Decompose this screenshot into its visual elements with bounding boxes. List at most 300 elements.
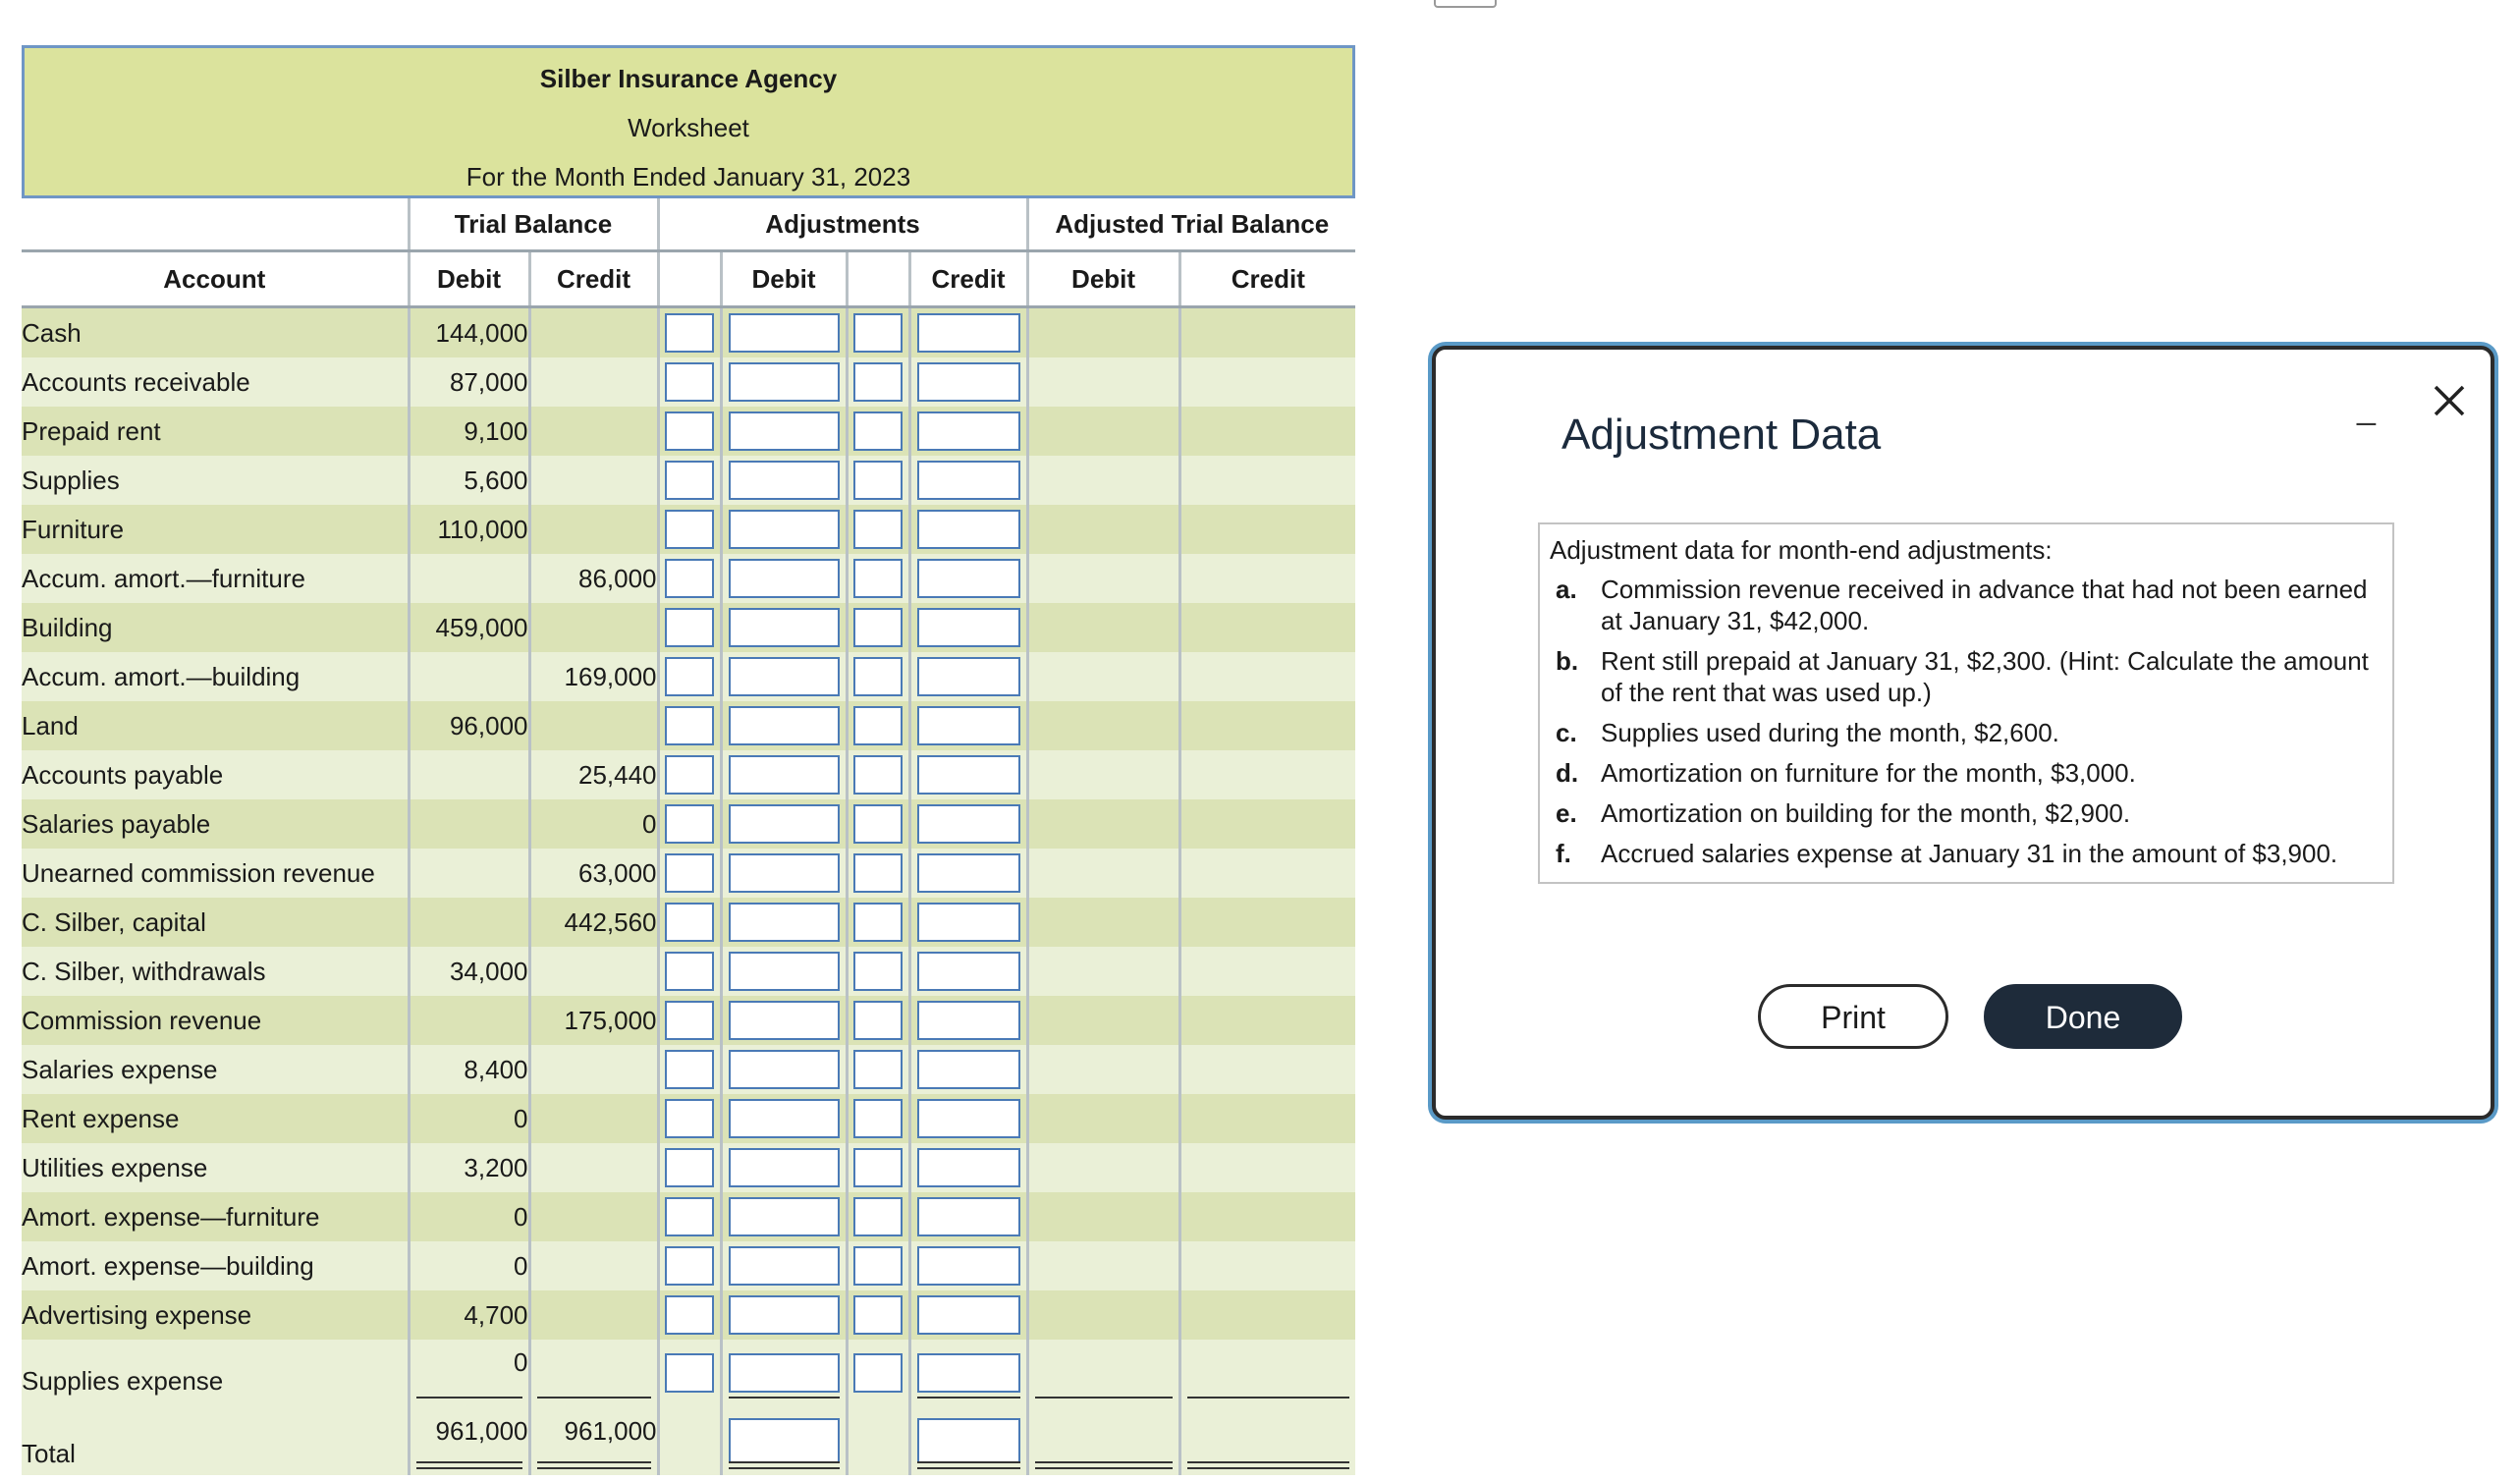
adj-debit-input[interactable] — [729, 1353, 840, 1393]
adj-credit-ref-input[interactable] — [853, 952, 903, 991]
account-name: Commission revenue — [22, 996, 409, 1045]
adj-credit-ref-input[interactable] — [853, 657, 903, 696]
account-name: Unearned commission revenue — [22, 849, 409, 898]
adj-debit-input[interactable] — [729, 706, 840, 745]
tb-credit-value — [529, 947, 658, 996]
account-column-header: Account — [22, 251, 409, 307]
adj-debit-ref-input[interactable] — [665, 1148, 714, 1187]
adj-credit-input[interactable] — [917, 1353, 1020, 1393]
adj-debit-input[interactable] — [729, 1001, 840, 1040]
adj-debit-input[interactable] — [729, 1099, 840, 1138]
adj-credit-ref-input[interactable] — [853, 903, 903, 942]
adj-debit-input[interactable] — [729, 1246, 840, 1286]
adj-debit-ref-input-cell — [658, 750, 721, 799]
tb-credit-value — [529, 1192, 658, 1241]
tb-debit-value — [409, 554, 529, 603]
adj-credit-ref-input[interactable] — [853, 1001, 903, 1040]
adj-debit-input[interactable] — [729, 510, 840, 549]
adj-credit-input[interactable] — [917, 1099, 1020, 1138]
adj-credit-ref-input[interactable] — [853, 559, 903, 598]
table-row — [22, 1045, 1355, 1094]
adj-credit-input[interactable] — [917, 1246, 1020, 1286]
adj-debit-ref-input[interactable] — [665, 804, 714, 844]
trial-balance-header: Trial Balance — [409, 198, 658, 251]
adjustment-letter: c. — [1556, 718, 1577, 747]
adj-credit-input[interactable] — [917, 510, 1020, 549]
adj-credit-input[interactable] — [917, 1197, 1020, 1236]
atb-debit-value — [1027, 849, 1179, 898]
adj-credit-ref-input-cell — [847, 505, 909, 554]
account-name: Furniture — [22, 505, 409, 554]
account-name: Building — [22, 603, 409, 652]
atb-debit-value — [1027, 1192, 1179, 1241]
adj-debit-input-cell — [721, 849, 847, 898]
adj-credit-ref-input[interactable] — [853, 1099, 903, 1138]
atb-credit-value — [1179, 750, 1355, 799]
adj-credit-ref-input[interactable] — [853, 411, 903, 451]
atb-debit-value — [1027, 1340, 1179, 1406]
adj-debit-input-cell — [721, 1241, 847, 1290]
adjustment-text: Amortization on building for the month, $2,900. — [1601, 798, 2131, 828]
adj-credit-input[interactable] — [917, 1295, 1020, 1335]
adj-credit-ref-input-cell — [847, 1192, 909, 1241]
tb-debit-value — [409, 652, 529, 701]
tb-credit-total: 961,000 — [529, 1406, 658, 1475]
table-row — [22, 1241, 1355, 1290]
adj-debit-total-input-cell — [721, 1406, 847, 1475]
adj-credit-ref-input[interactable] — [853, 1246, 903, 1286]
atb-credit-value — [1179, 1094, 1355, 1143]
tb-debit-value: 87,000 — [409, 357, 529, 407]
close-icon — [2428, 379, 2471, 422]
top-control-tab[interactable] — [1434, 0, 1497, 8]
adj-debit-input-cell — [721, 407, 847, 456]
account-name: Prepaid rent — [22, 407, 409, 456]
adj-debit-input[interactable] — [729, 755, 840, 795]
adjustment-text: Commission revenue received in advance that had not been earned at January 31, $42,000. — [1601, 575, 2368, 635]
adj-credit-ref-input-cell — [847, 947, 909, 996]
atb-credit-value — [1179, 1192, 1355, 1241]
adj-debit-ref-input[interactable] — [665, 313, 714, 353]
adj-debit-input-cell — [721, 799, 847, 849]
table-row — [22, 1340, 1355, 1406]
adj-credit-input-cell — [909, 357, 1027, 407]
table-row — [22, 307, 1355, 358]
adj-credit-ref-input[interactable] — [853, 755, 903, 795]
atb-credit-value — [1179, 701, 1355, 750]
tb-debit-value: 0 — [409, 1094, 529, 1143]
adj-debit-input-cell — [721, 1290, 847, 1340]
tb-debit-value — [409, 849, 529, 898]
adj-debit-ref-input[interactable] — [665, 657, 714, 696]
account-name: Supplies — [22, 456, 409, 505]
adj-debit-input-cell — [721, 701, 847, 750]
worksheet-title: Worksheet — [628, 113, 749, 142]
adj-debit-ref-input[interactable] — [665, 1050, 714, 1089]
atb-credit-value — [1179, 456, 1355, 505]
adj-debit-input-cell — [721, 1340, 847, 1406]
atb-credit-value — [1179, 505, 1355, 554]
tb-debit-value: 0 — [409, 1192, 529, 1241]
company-name: Silber Insurance Agency — [539, 64, 838, 93]
adj-debit-input-cell — [721, 1045, 847, 1094]
tb-credit-value: 25,440 — [529, 750, 658, 799]
atb-debit-value — [1027, 407, 1179, 456]
adj-credit-input-cell — [909, 1045, 1027, 1094]
table-row — [22, 701, 1355, 750]
adj-credit-total-input[interactable] — [917, 1418, 1020, 1463]
adj-debit-ref-input-cell — [658, 1241, 721, 1290]
adj-debit-ref-input[interactable] — [665, 1001, 714, 1040]
adj-credit-total-input-cell — [909, 1406, 1027, 1475]
adj-credit-input-cell — [909, 407, 1027, 456]
atb-debit-value — [1027, 603, 1179, 652]
adj-debit-input[interactable] — [729, 1295, 840, 1335]
atb-credit-value — [1179, 898, 1355, 947]
adj-debit-input-cell — [721, 603, 847, 652]
adj-credit-input[interactable] — [917, 755, 1020, 795]
tb-debit-value: 5,600 — [409, 456, 529, 505]
adj-credit-input[interactable] — [917, 411, 1020, 451]
adj-credit-ref-input-cell — [847, 603, 909, 652]
print-button[interactable]: Print — [1758, 984, 1948, 1049]
adj-debit-input[interactable] — [729, 608, 840, 647]
atb-credit-value — [1179, 603, 1355, 652]
adj-credit-ref-input[interactable] — [853, 804, 903, 844]
adj-debit-ref-input[interactable] — [665, 1246, 714, 1286]
atb-debit-value — [1027, 996, 1179, 1045]
tb-credit-value: 63,000 — [529, 849, 658, 898]
atb-credit-value — [1179, 407, 1355, 456]
adj-debit-ref-input[interactable] — [665, 1353, 714, 1393]
adj-credit-ref-input-cell — [847, 1045, 909, 1094]
adj-debit-ref-input-cell — [658, 505, 721, 554]
adj-debit-input[interactable] — [729, 461, 840, 500]
adj-credit-input-cell — [909, 799, 1027, 849]
table-row — [22, 799, 1355, 849]
table-row — [22, 849, 1355, 898]
adj-debit-ref-input-cell — [658, 1192, 721, 1241]
tb-debit-value — [409, 750, 529, 799]
adj-debit-ref-input[interactable] — [665, 755, 714, 795]
account-name: Salaries payable — [22, 799, 409, 849]
adj-credit-ref-input[interactable] — [853, 461, 903, 500]
adj-debit-input[interactable] — [729, 657, 840, 696]
adj-debit-input[interactable] — [729, 313, 840, 353]
adjustment-text: Amortization on furniture for the month, $3,000. — [1601, 758, 2136, 788]
adj-credit-input-cell — [909, 898, 1027, 947]
adjustment-intro: Adjustment data for month-end adjustments: — [1550, 535, 2053, 565]
table-row — [22, 554, 1355, 603]
table-row — [22, 603, 1355, 652]
adj-credit-input[interactable] — [917, 1050, 1020, 1089]
adj-debit-input-cell — [721, 1094, 847, 1143]
tb-debit-value: 0 — [409, 1241, 529, 1290]
adjustment-item — [1550, 757, 2383, 789]
adjusted-trial-balance-header: Adjusted Trial Balance — [1027, 198, 1355, 251]
adj-credit-ref-input-cell — [847, 898, 909, 947]
adj-credit-input-cell — [909, 849, 1027, 898]
adjustment-item — [1550, 645, 2383, 708]
table-row — [22, 996, 1355, 1045]
adj-credit-input[interactable] — [917, 362, 1020, 402]
total-label: Total — [22, 1406, 409, 1475]
atb-debit-value — [1027, 307, 1179, 358]
tb-credit-value — [529, 505, 658, 554]
atb-debit-value — [1027, 554, 1179, 603]
adj-debit-input-cell — [721, 307, 847, 358]
adj-debit-ref-input-cell — [658, 898, 721, 947]
adj-debit-ref-input[interactable] — [665, 362, 714, 402]
tb-debit-value — [409, 898, 529, 947]
adj-debit-input[interactable] — [729, 804, 840, 844]
table-row — [22, 505, 1355, 554]
adjustment-item — [1550, 717, 2383, 748]
adj-debit-input-cell — [721, 750, 847, 799]
account-name: C. Silber, withdrawals — [22, 947, 409, 996]
adj-credit-ref-input-cell — [847, 799, 909, 849]
tb-credit-value — [529, 1045, 658, 1094]
adj-credit-ref-input[interactable] — [853, 1295, 903, 1335]
adj-credit-input[interactable] — [917, 952, 1020, 991]
tb-debit-value: 459,000 — [409, 603, 529, 652]
adj-credit-input-cell — [909, 1241, 1027, 1290]
atb-debit-value — [1027, 1045, 1179, 1094]
atb-credit-value — [1179, 1290, 1355, 1340]
atb-debit-value — [1027, 701, 1179, 750]
worksheet-header — [22, 45, 1355, 198]
worksheet-period: For the Month Ended January 31, 2023 — [466, 162, 911, 192]
account-name: Salaries expense — [22, 1045, 409, 1094]
atb-credit-value — [1179, 1045, 1355, 1094]
atb-debit-value — [1027, 947, 1179, 996]
adj-debit-input-cell — [721, 1143, 847, 1192]
tb-debit-header: Debit — [409, 251, 529, 307]
adj-credit-input-cell — [909, 554, 1027, 603]
account-name: Land — [22, 701, 409, 750]
adj-debit-input-cell — [721, 1192, 847, 1241]
table-row — [22, 1094, 1355, 1143]
table-row — [22, 898, 1355, 947]
adj-credit-input-cell — [909, 1192, 1027, 1241]
adj-debit-ref-input[interactable] — [665, 1197, 714, 1236]
adj-credit-input[interactable] — [917, 608, 1020, 647]
adj-debit-input[interactable] — [729, 411, 840, 451]
adj-debit-ref-input[interactable] — [665, 608, 714, 647]
atb-credit-header: Credit — [1179, 251, 1355, 307]
atb-debit-value — [1027, 1290, 1179, 1340]
atb-credit-value — [1179, 1241, 1355, 1290]
adj-credit-ref-input-cell — [847, 456, 909, 505]
adj-credit-input-cell — [909, 1340, 1027, 1406]
adj-credit-input-cell — [909, 307, 1027, 358]
adj-debit-ref-input[interactable] — [665, 952, 714, 991]
adjustment-item — [1550, 574, 2383, 636]
adj-credit-ref-input-cell — [847, 1340, 909, 1406]
adj-credit-ref-input-cell — [847, 849, 909, 898]
atb-credit-value — [1179, 554, 1355, 603]
adj-credit-input[interactable] — [917, 853, 1020, 893]
close-button[interactable] — [2428, 379, 2471, 422]
adj-credit-input[interactable] — [917, 903, 1020, 942]
adj-debit-ref-input[interactable] — [665, 411, 714, 451]
table-row — [22, 947, 1355, 996]
adj-credit-input-cell — [909, 701, 1027, 750]
adj-credit-ref-input[interactable] — [853, 313, 903, 353]
adj-credit-input-cell — [909, 1094, 1027, 1143]
account-name: Advertising expense — [22, 1290, 409, 1340]
adj-debit-ref-input[interactable] — [665, 706, 714, 745]
adj-credit-ref-input[interactable] — [853, 1197, 903, 1236]
tb-credit-value — [529, 1290, 658, 1340]
worksheet — [22, 45, 1355, 1475]
adj-debit-ref-input-cell — [658, 1045, 721, 1094]
adj-credit-input-cell — [909, 652, 1027, 701]
adj-debit-header: Debit — [721, 251, 847, 307]
adj-debit-input-cell — [721, 456, 847, 505]
account-name: Accounts receivable — [22, 357, 409, 407]
adj-credit-input-cell — [909, 947, 1027, 996]
tb-debit-value: 0 — [409, 1340, 529, 1406]
adj-debit-input[interactable] — [729, 952, 840, 991]
adj-credit-ref-input-cell — [847, 407, 909, 456]
atb-credit-value — [1179, 652, 1355, 701]
adj-credit-input-cell — [909, 603, 1027, 652]
adj-credit-input[interactable] — [917, 1148, 1020, 1187]
adj-debit-input-cell — [721, 652, 847, 701]
tb-credit-value — [529, 1094, 658, 1143]
adj-credit-input[interactable] — [917, 461, 1020, 500]
adj-debit-ref-input[interactable] — [665, 903, 714, 942]
adjustment-data-dialog — [1432, 346, 2494, 1120]
tb-debit-total: 961,000 — [409, 1406, 529, 1475]
atb-credit-value — [1179, 849, 1355, 898]
adjustment-letter: e. — [1556, 798, 1577, 828]
adj-debit-ref-input-cell — [658, 799, 721, 849]
adj-credit-ref-input-cell — [847, 554, 909, 603]
adj-debit-ref-input[interactable] — [665, 853, 714, 893]
adj-debit-ref-header — [658, 251, 721, 307]
tb-credit-value: 442,560 — [529, 898, 658, 947]
adj-credit-ref-input[interactable] — [853, 362, 903, 402]
adj-credit-ref-input[interactable] — [853, 608, 903, 647]
atb-debit-total — [1027, 1406, 1179, 1475]
adj-debit-ref-input-cell — [658, 1094, 721, 1143]
adj-credit-ref-total — [847, 1406, 909, 1475]
atb-credit-value — [1179, 996, 1355, 1045]
adj-debit-ref-input-cell — [658, 554, 721, 603]
adj-debit-input[interactable] — [729, 1050, 840, 1089]
account-name: C. Silber, capital — [22, 898, 409, 947]
table-row — [22, 1192, 1355, 1241]
adj-debit-ref-input[interactable] — [665, 1295, 714, 1335]
adj-debit-input[interactable] — [729, 362, 840, 402]
tb-debit-value: 144,000 — [409, 307, 529, 358]
tb-credit-value — [529, 357, 658, 407]
total-row — [22, 1406, 1355, 1475]
account-name: Supplies expense — [22, 1340, 409, 1406]
adjustment-letter: f. — [1556, 839, 1571, 868]
adj-credit-ref-input[interactable] — [853, 1050, 903, 1089]
adj-debit-ref-input[interactable] — [665, 559, 714, 598]
adj-debit-ref-input[interactable] — [665, 461, 714, 500]
adj-credit-input[interactable] — [917, 559, 1020, 598]
atb-debit-header: Debit — [1027, 251, 1179, 307]
adj-credit-ref-input[interactable] — [853, 1148, 903, 1187]
tb-debit-value: 4,700 — [409, 1290, 529, 1340]
adj-credit-ref-input-cell — [847, 652, 909, 701]
adj-credit-input[interactable] — [917, 313, 1020, 353]
tb-credit-value — [529, 1340, 658, 1406]
adj-credit-input[interactable] — [917, 706, 1020, 745]
adj-credit-ref-input-cell — [847, 1094, 909, 1143]
minimize-button[interactable]: _ — [2357, 389, 2376, 426]
adj-debit-input[interactable] — [729, 853, 840, 893]
adj-credit-ref-input-cell — [847, 1290, 909, 1340]
adj-debit-ref-input-cell — [658, 849, 721, 898]
tb-debit-value: 110,000 — [409, 505, 529, 554]
adjustments-header: Adjustments — [658, 198, 1027, 251]
adjustment-letter: d. — [1556, 758, 1579, 788]
adj-credit-ref-input-cell — [847, 1143, 909, 1192]
adjustment-item — [1550, 838, 2383, 869]
tb-debit-value — [409, 996, 529, 1045]
table-row — [22, 1143, 1355, 1192]
adj-credit-ref-input[interactable] — [853, 853, 903, 893]
adj-debit-ref-input-cell — [658, 701, 721, 750]
adj-debit-input-cell — [721, 947, 847, 996]
adj-credit-input[interactable] — [917, 1001, 1020, 1040]
adj-debit-input-cell — [721, 898, 847, 947]
adj-credit-ref-input[interactable] — [853, 510, 903, 549]
table-row — [22, 1290, 1355, 1340]
adj-debit-input[interactable] — [729, 1148, 840, 1187]
atb-debit-value — [1027, 357, 1179, 407]
adj-debit-ref-input[interactable] — [665, 1099, 714, 1138]
adj-debit-ref-input[interactable] — [665, 510, 714, 549]
adj-credit-ref-input-cell — [847, 750, 909, 799]
account-name: Cash — [22, 307, 409, 358]
atb-debit-value — [1027, 652, 1179, 701]
adj-debit-ref-input-cell — [658, 652, 721, 701]
atb-credit-total — [1179, 1406, 1355, 1475]
adj-credit-input[interactable] — [917, 804, 1020, 844]
account-group-blank — [22, 198, 409, 251]
tb-credit-value — [529, 407, 658, 456]
adj-credit-input-cell — [909, 1290, 1027, 1340]
atb-credit-value — [1179, 357, 1355, 407]
adj-debit-input[interactable] — [729, 559, 840, 598]
atb-credit-value — [1179, 307, 1355, 358]
adj-debit-total-input[interactable] — [729, 1418, 840, 1463]
adj-debit-input[interactable] — [729, 1197, 840, 1236]
tb-debit-value: 34,000 — [409, 947, 529, 996]
account-name: Accum. amort.—building — [22, 652, 409, 701]
atb-debit-value — [1027, 456, 1179, 505]
adj-credit-input[interactable] — [917, 657, 1020, 696]
adj-credit-ref-header — [847, 251, 909, 307]
account-name: Amort. expense—building — [22, 1241, 409, 1290]
atb-debit-value — [1027, 1094, 1179, 1143]
adj-credit-ref-input-cell — [847, 1241, 909, 1290]
done-button[interactable]: Done — [1984, 984, 2182, 1049]
adj-debit-input[interactable] — [729, 903, 840, 942]
adj-credit-ref-input-cell — [847, 701, 909, 750]
adj-credit-ref-input[interactable] — [853, 1353, 903, 1393]
adj-credit-ref-input[interactable] — [853, 706, 903, 745]
account-name: Rent expense — [22, 1094, 409, 1143]
adj-credit-ref-input-cell — [847, 357, 909, 407]
